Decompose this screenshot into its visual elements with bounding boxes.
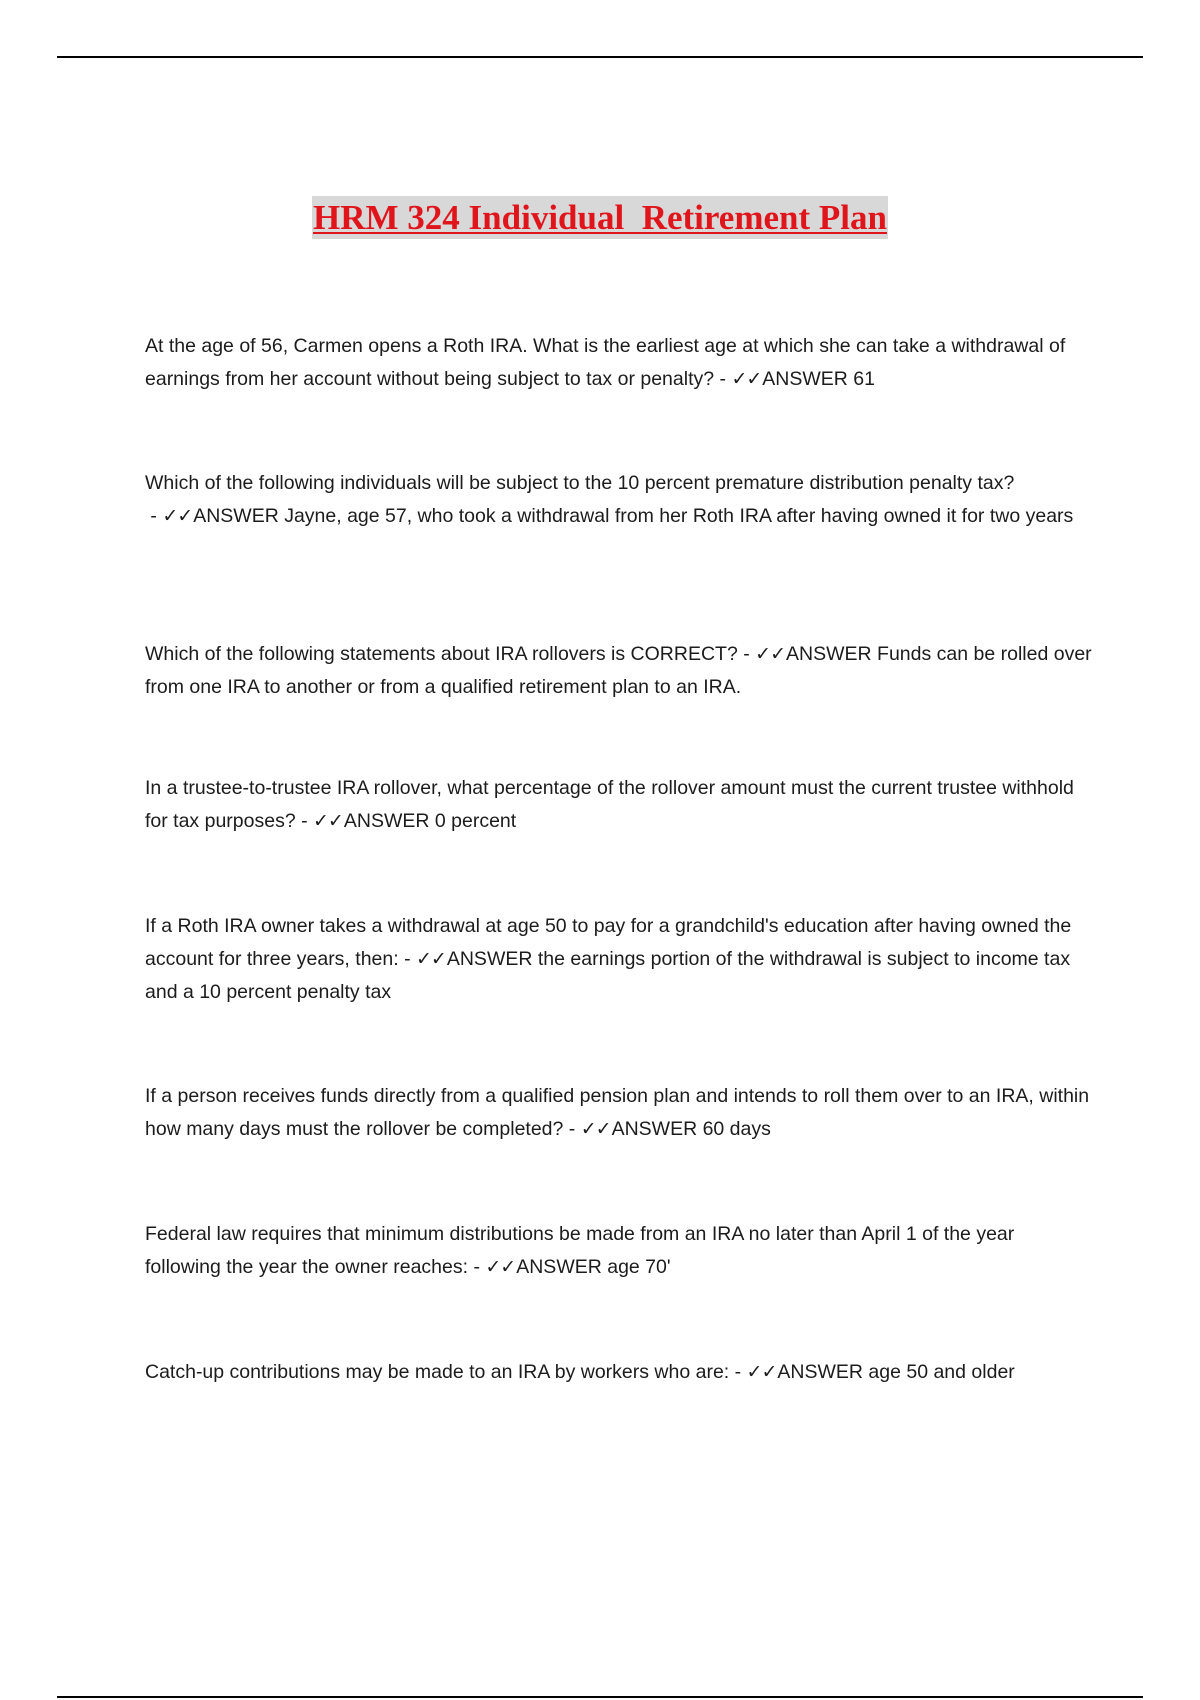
double-check-icon: ✓✓ (580, 1118, 611, 1140)
question-text: At the age of 56, Carmen opens a Roth IRA. What is the earliest age at which she can take a withdrawal of earnings from her account without being subject to tax or penalty? (145, 335, 1066, 390)
qa-item-1: At the age of 56, Carmen opens a Roth IRA. What is the earliest age at which she can take a withdrawal of earnings from her account without being subject to tax or penalty? - ✓✓ANSWER 61 (145, 335, 1066, 390)
answer-text: age 70' (607, 1256, 671, 1278)
top-rule (57, 56, 1143, 58)
answer-marker: ANSWER (786, 643, 872, 665)
question-text: Federal law requires that minimum distributions be made from an IRA no later than April 1 of the year following the year the owner reaches: (145, 1223, 1015, 1278)
answer-marker: ANSWER (611, 1118, 698, 1140)
qa-item-6: If a person receives funds directly from a qualified pension plan and intends to roll them over to an IRA, within how many days must the rollover be completed? - ✓✓ANSWER 60 days (145, 1085, 1090, 1140)
question-text: In a trustee-to-trustee IRA rollover, what percentage of the rollover amount must the current trustee withhold for tax purposes? (145, 777, 1074, 832)
qa-item-7: Federal law requires that minimum distributions be made from an IRA no later than April 1 of the year following the year the owner reaches: - ✓✓ANSWER age 70' (145, 1223, 1015, 1278)
answer-text: 61 (853, 368, 875, 390)
answer-marker: ANSWER (446, 948, 533, 970)
double-check-icon: ✓✓ (755, 643, 786, 665)
bottom-rule (57, 1696, 1143, 1698)
answer-text: the earnings portion of the withdrawal is subject to income tax and a 10 percent penalty tax (145, 948, 1071, 1003)
question-text: If a person receives funds directly from a qualified pension plan and intends to roll them over to an IRA, within how many days must the rollover be completed? (145, 1085, 1090, 1140)
answer-text: Funds can be rolled over from one IRA to another or from a qualified retirement plan to an IRA. (145, 643, 1092, 698)
answer-text: age 50 and older (868, 1361, 1015, 1383)
answer-text: 60 days (702, 1118, 771, 1140)
qa-item-3: Which of the following statements about IRA rollovers is CORRECT? - ✓✓ANSWER Funds can be rolled over from one IRA to another or from a qualified retirement plan to an IRA. (145, 643, 1092, 698)
answer-marker: ANSWER (777, 1361, 863, 1383)
question-text: Which of the following individuals will be subject to the 10 percent premature distribution penalty tax? (145, 472, 1015, 494)
answer-marker: ANSWER (762, 368, 848, 390)
qa-item-4: In a trustee-to-trustee IRA rollover, what percentage of the rollover amount must the current trustee withhold for tax purposes? - ✓✓ANSWER 0 percent (145, 777, 1074, 832)
answer-marker: ANSWER (343, 810, 430, 832)
double-check-icon: ✓✓ (162, 505, 193, 527)
question-text: Which of the following statements about IRA rollovers is CORRECT? (145, 643, 738, 665)
qa-item-2: Which of the following individuals will be subject to the 10 percent premature distribution penalty tax? - ✓✓ANSWER Jayne, age 57, who took a withdrawal from her Roth IRA after having owned it for two years (145, 472, 1074, 527)
qa-item-8: Catch-up contributions may be made to an IRA by workers who are: - ✓✓ANSWER age 50 and older (145, 1361, 1015, 1383)
double-check-icon: ✓✓ (731, 368, 762, 390)
double-check-icon: ✓✓ (313, 810, 343, 832)
double-check-icon: ✓✓ (485, 1256, 516, 1278)
qa-item-5: If a Roth IRA owner takes a withdrawal at age 50 to pay for a grandchild's education after having owned the account for three years, then: - ✓✓ANSWER the earnings portion of the withdrawal is subject to income tax and a 10 percent penalty tax (145, 915, 1072, 1003)
answer-text: 0 percent (434, 810, 517, 832)
double-check-icon: ✓✓ (416, 948, 446, 970)
double-check-icon: ✓✓ (746, 1361, 777, 1383)
answer-marker: ANSWER (516, 1256, 602, 1278)
question-text: If a Roth IRA owner takes a withdrawal at age 50 to pay for a grandchild's education after having owned the account for three years, then: (145, 915, 1072, 970)
title-block (0, 196, 1200, 239)
document-title: HRM 324 Individual Retirement Plan (313, 198, 887, 237)
answer-text: Jayne, age 57, who took a withdrawal from her Roth IRA after having owned it for two years (284, 505, 1074, 527)
question-text: Catch-up contributions may be made to an IRA by workers who are: (145, 1361, 730, 1383)
answer-marker: ANSWER (193, 505, 279, 527)
